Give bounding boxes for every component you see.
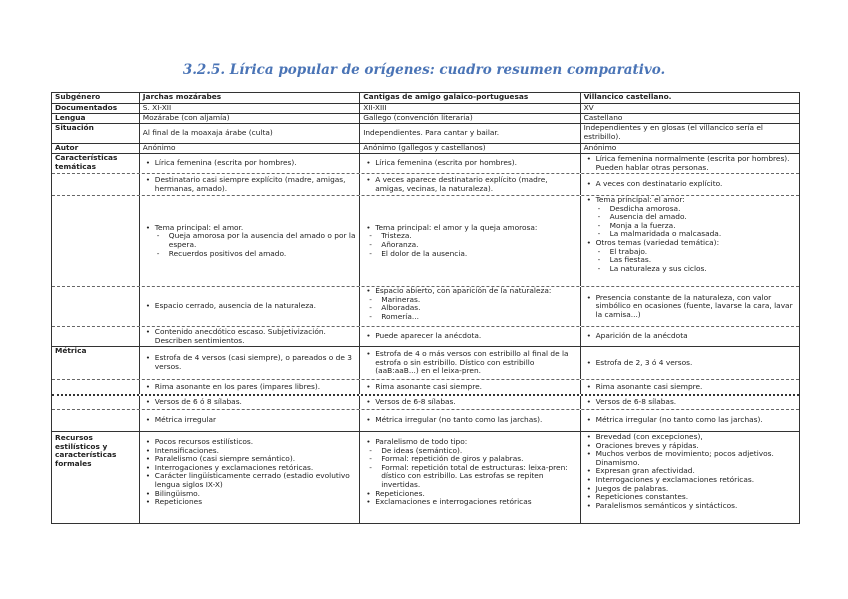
row-label-spacer	[52, 287, 139, 326]
bullet-item: • Carácter lingüísticamente cerrado (estadio evolutivo lengua siglos IX-X)	[155, 472, 356, 489]
row-label-spacer	[52, 196, 139, 286]
row-label: Características temáticas	[55, 154, 118, 171]
bullet-item: • Presencia constante de la naturaleza, con valor simbólico en ocasiones (fuente, lavarse la cara, lavar la camisa...)	[596, 294, 796, 320]
bullet-item: • Juegos de palabras.	[596, 485, 796, 494]
table-cell	[139, 196, 359, 286]
bullet-item: • Puede aparecer la anécdota.	[375, 332, 576, 341]
table-cell: S. XI-XII	[139, 104, 359, 113]
table-cell	[359, 124, 579, 143]
table-cell: Gallego (convención literaria)	[359, 114, 579, 123]
sub-item: - De ideas (semántico).	[381, 447, 576, 456]
bullet-item: • Rima asonante casi siempre.	[375, 383, 576, 392]
bullet-item: • Exclamaciones e interrogaciones retóricas	[375, 498, 576, 507]
table-cell	[139, 174, 359, 195]
header-cell: Jarchas mozárabes	[139, 93, 359, 103]
table-row-autor	[52, 143, 799, 153]
row-label: Métrica	[55, 347, 87, 355]
sub-item: - El dolor de la ausencia.	[381, 250, 576, 259]
table-cell: Independientes y en glosas (el villancico sería el estribillo).	[580, 124, 799, 143]
table-cell	[580, 196, 799, 286]
table-row-metrica-3	[52, 394, 799, 409]
table-row-tematicas-5	[52, 326, 799, 346]
row-label-spacer	[52, 327, 139, 346]
table-cell	[139, 287, 359, 326]
bullet-item: • Estrofa de 4 o más versos con estribillo al final de la estrofa o sin estribillo. Dístico con estribillo (aaB:aaB...) en el leixa-pren.	[375, 350, 576, 376]
table-cell	[359, 432, 579, 523]
sub-item: - Formal: repetición total de estructuras: leixa-pren: dístico con estribillo. Las estrofas se repiten invertidas.	[381, 464, 576, 490]
header-cell: Villancico castellano.	[580, 93, 799, 103]
bullet-item: • Repeticiones constantes.	[596, 493, 796, 502]
bullet-item: • Tema principal: el amor:	[596, 196, 796, 205]
table-cell	[359, 174, 579, 195]
sub-item: - Las fiestas.	[610, 256, 796, 265]
table-cell	[580, 396, 799, 409]
bullet-item: • Interrogaciones y exclamaciones retóricas.	[155, 464, 356, 473]
sub-item: - Monja a la fuerza.	[610, 222, 796, 231]
table-row-tematicas-4	[52, 286, 799, 326]
table-cell	[580, 410, 799, 431]
bullet-item: • Repeticiones	[155, 498, 356, 507]
row-label-spacer	[52, 380, 139, 394]
row-label: Situación	[55, 124, 94, 132]
table-cell: XII-XIII	[359, 104, 579, 113]
header-cell: Subgénero	[55, 93, 101, 101]
bullet-item: • Versos de 6 ó 8 sílabas.	[155, 398, 356, 407]
table-cell	[580, 347, 799, 379]
bullet-item: • Métrica irregular (no tanto como las jarchas).	[596, 416, 796, 425]
bullet-item: • Tema principal: el amor y la queja amorosa:	[375, 224, 576, 233]
sub-item: - Recuerdos positivos del amado.	[169, 250, 356, 259]
bullet-item: • Aparición de la anécdota	[596, 332, 796, 341]
sub-item: - Marineras.	[381, 296, 576, 305]
table-header-row	[52, 93, 799, 103]
bullet-item: • A veces con destinatario explícito.	[596, 180, 796, 189]
table-cell	[139, 396, 359, 409]
table-cell: XV	[580, 104, 799, 113]
bullet-item: • Oraciones breves y rápidas.	[596, 442, 796, 451]
table-cell	[359, 347, 579, 379]
sub-item: - Alboradas.	[381, 304, 576, 313]
table-cell	[359, 327, 579, 346]
table-cell	[580, 174, 799, 195]
table-cell	[359, 196, 579, 286]
bullet-item: • Muchos verbos de movimiento; pocos adjetivos. Dinamismo.	[596, 450, 796, 467]
table-cell	[580, 432, 799, 523]
bullet-item: • Espacio abierto, con aparición de la naturaleza:	[375, 287, 576, 296]
table-cell	[580, 327, 799, 346]
bullet-item: • Expresan gran afectividad.	[596, 467, 796, 476]
bullet-item: • Tema principal: el amor.	[155, 224, 356, 233]
table-row-situacion	[52, 123, 799, 143]
row-label: Documentados	[55, 104, 118, 112]
row-label: Autor	[55, 144, 79, 152]
bullet-item: • Destinatario casi siempre explícito (madre, amigas, hermanas, amado).	[155, 176, 356, 193]
row-label-spacer	[52, 174, 139, 195]
table-cell	[580, 154, 799, 173]
table-cell: Anónimo (gallegos y castellanos)	[359, 144, 579, 153]
cell-text: Independientes. Para cantar y bailar.	[363, 128, 500, 138]
sub-item: - Ausencia del amado.	[610, 213, 796, 222]
bullet-item: • Espacio cerrado, ausencia de la naturaleza.	[155, 302, 356, 311]
table-row-tematicas-2	[52, 173, 799, 195]
bullet-item: • Rima asonante en los pares (impares libres).	[155, 383, 356, 392]
table-cell: Mozárabe (con aljamía)	[139, 114, 359, 123]
cell-text: Al final de la moaxaja árabe (culta)	[142, 128, 273, 138]
sub-item: - Añoranza.	[381, 241, 576, 250]
table-cell: Anónimo	[139, 144, 359, 153]
bullet-item: • Brevedad (con excepciones),	[596, 433, 796, 442]
sub-item: - Desdicha amorosa.	[610, 205, 796, 214]
table-row-documentados	[52, 103, 799, 113]
table-row-tematicas-1	[52, 153, 799, 173]
bullet-item: • Métrica irregular (no tanto como las jarchas).	[375, 416, 576, 425]
bullet-item: • Versos de 6-8 sílabas.	[596, 398, 796, 407]
header-cell: Cantigas de amigo galaico-portuguesas	[359, 93, 579, 103]
bullet-item: • A veces aparece destinatario explícito (madre, amigas, vecinas, la naturaleza).	[375, 176, 576, 193]
bullet-item: • Pocos recursos estilísticos.	[155, 438, 356, 447]
bullet-item: • Rima asonante casi siempre.	[596, 383, 796, 392]
table-cell	[359, 396, 579, 409]
bullet-item: • Paralelismos semánticos y sintácticos.	[596, 502, 796, 511]
bullet-item: • Lírica femenina (escrita por hombres).	[155, 159, 356, 168]
table-cell	[139, 124, 359, 143]
table-row-metrica-2	[52, 379, 799, 394]
table-cell	[580, 380, 799, 394]
bullet-item: • Intensificaciones.	[155, 447, 356, 456]
bullet-item: • Estrofa de 2, 3 ó 4 versos.	[596, 359, 796, 368]
table-cell: Castellano	[580, 114, 799, 123]
bullet-item: • Lírica femenina (escrita por hombres).	[375, 159, 576, 168]
summary-table	[51, 92, 800, 524]
table-cell	[139, 432, 359, 523]
bullet-item: • Repeticiones.	[375, 490, 576, 499]
table-cell	[359, 410, 579, 431]
table-row-lengua	[52, 113, 799, 123]
table-row-tematicas-3	[52, 195, 799, 286]
bullet-item: • Bilingüismo.	[155, 490, 356, 499]
table-cell	[359, 380, 579, 394]
table-cell	[139, 347, 359, 379]
sub-item: - La naturaleza y sus ciclos.	[610, 265, 796, 274]
table-row-metrica-4	[52, 409, 799, 431]
table-row-metrica-1	[52, 346, 799, 379]
table-cell	[580, 287, 799, 326]
sub-item: - La malmaridada o malcasada.	[610, 230, 796, 239]
bullet-item: • Lírica femenina normalmente (escrita por hombres). Pueden hablar otras personas.	[596, 155, 796, 172]
table-cell	[139, 154, 359, 173]
table-cell	[139, 327, 359, 346]
sub-item: - Formal: repetición de giros y palabras.	[381, 455, 576, 464]
bullet-item: • Estrofa de 4 versos (casi siempre), o pareados o de 3 versos.	[155, 354, 356, 371]
sub-item: - El trabajo.	[610, 248, 796, 257]
bullet-item: • Paralelismo de todo tipo:	[375, 438, 576, 447]
sub-item: - Romería...	[381, 313, 576, 322]
bullet-item: • Paralelismo (casi siempre semántico).	[155, 455, 356, 464]
sub-item: - Tristeza.	[381, 232, 576, 241]
page-title: 3.2.5. Lírica popular de orígenes: cuadro resumen comparativo.	[182, 62, 666, 78]
table-cell: Anónimo	[580, 144, 799, 153]
row-label-spacer	[52, 410, 139, 431]
bullet-item: • Interrogaciones y exclamaciones retóricas.	[596, 476, 796, 485]
table-row-recursos	[52, 431, 799, 523]
table-cell	[139, 410, 359, 431]
row-label: Recursos estilísticos y características formales	[55, 433, 117, 468]
bullet-item: • Versos de 6-8 sílabas.	[375, 398, 576, 407]
table-cell	[359, 154, 579, 173]
bullet-item: • Contenido anecdótico escaso. Subjetivización. Describen sentimientos.	[155, 328, 356, 345]
table-cell	[359, 287, 579, 326]
bullet-item: • Métrica irregular	[155, 416, 356, 425]
row-label: Lengua	[55, 114, 86, 122]
sub-item: - Queja amorosa por la ausencia del amado o por la espera.	[169, 232, 356, 249]
bullet-item: • Otros temas (variedad temática):	[596, 239, 796, 248]
row-label-spacer	[52, 396, 139, 409]
table-cell	[139, 380, 359, 394]
